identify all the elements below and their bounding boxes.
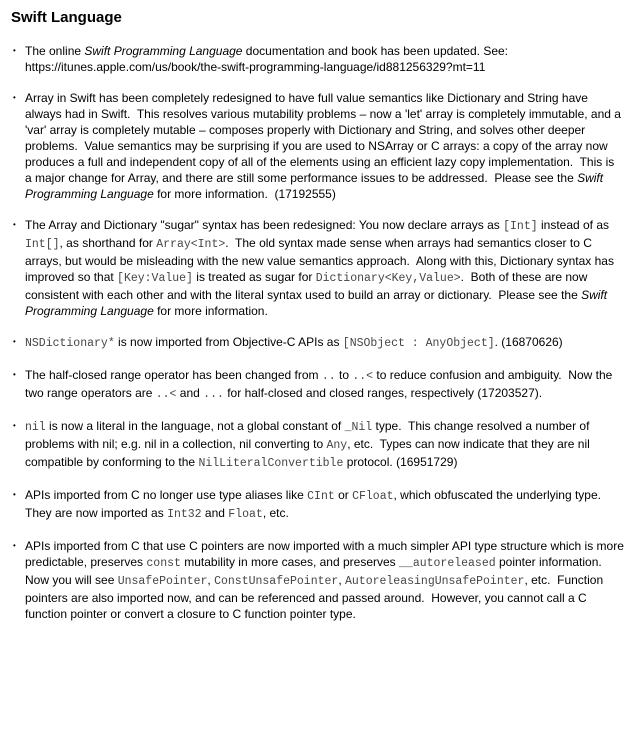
bullet-marker: • — [13, 490, 16, 499]
bullet-text — [25, 335, 563, 349]
code-span: ConstUnsafePointer — [214, 575, 339, 588]
code-span: _Nil — [344, 421, 373, 434]
code-span: NilLiteralConvertible — [198, 457, 344, 470]
bullet-item — [11, 334, 624, 352]
text-span: instead of as — [537, 218, 613, 232]
text-span: or — [334, 488, 353, 502]
text-span: for more information. — [153, 304, 268, 318]
code-span: Float — [228, 508, 263, 521]
code-span: [Key:Value] — [117, 272, 193, 285]
text-span: , etc. — [262, 506, 289, 520]
bullet-text — [25, 368, 616, 400]
bullet-text — [25, 218, 617, 318]
bullet-item — [11, 487, 624, 523]
bullet-item — [11, 90, 624, 202]
code-span: AutoreleasingUnsafePointer — [345, 575, 525, 588]
text-span: to reduce confusion and ambiguity. Now the two range operators are — [25, 368, 616, 400]
bullet-item — [11, 538, 628, 622]
bullet-item — [11, 217, 624, 319]
text-span: to — [335, 368, 353, 382]
page-title: Swift Language — [11, 9, 122, 26]
text-span: protocol. (16951729) — [343, 455, 458, 469]
code-span: Dictionary<Key,Value> — [315, 272, 461, 285]
text-span: The Array and Dictionary "sugar" syntax has been redesigned: You now declare arrays as — [25, 218, 504, 232]
text-span: . (16870626) — [494, 335, 563, 349]
text-span: APIs imported from C no longer use type aliases like — [25, 488, 308, 502]
bullet-text — [25, 419, 593, 469]
text-span: is now a literal in the language, not a global constant of — [45, 419, 345, 433]
text-span: The online — [25, 44, 85, 58]
bullet-marker: • — [13, 337, 16, 346]
code-span: Array<Int> — [156, 238, 226, 251]
code-span: UnsafePointer — [117, 575, 208, 588]
bullet-marker: • — [13, 220, 16, 229]
italic-span: Swift Programming Language — [84, 44, 243, 58]
text-span: , as shorthand for — [59, 236, 157, 250]
bullet-marker: • — [13, 541, 16, 550]
code-span: ... — [203, 388, 224, 401]
release-notes-list — [11, 43, 628, 622]
code-span: [Int] — [503, 220, 538, 233]
text-span: , — [207, 573, 215, 587]
text-span: is now imported from Objective-C APIs as — [114, 335, 343, 349]
bullet-marker: • — [13, 46, 16, 55]
code-span: nil — [25, 421, 46, 434]
text-span: , which obfuscated the underlying type. They are now imported as — [25, 488, 608, 520]
text-span: The half-closed range operator has been changed from — [25, 368, 322, 382]
bullet-marker: • — [13, 421, 16, 430]
bullet-item — [11, 43, 624, 75]
code-span: CFloat — [352, 490, 394, 503]
text-span: . The old syntax made sense when arrays had semantics closer to C arrays, but would be misleading with the new value semantics approach. Along with this, Dictionary syntax has improved so that — [25, 236, 618, 284]
code-span: .. — [321, 370, 336, 383]
bullet-text — [25, 539, 627, 621]
code-span: const — [146, 557, 181, 570]
text-span: for half-closed and closed ranges, respectively (17203527). — [223, 386, 543, 400]
text-span: and — [201, 506, 229, 520]
code-span: ..< — [155, 388, 177, 401]
code-span: Any — [326, 439, 348, 452]
code-span: NSDictionary* — [25, 337, 115, 350]
bullet-marker: • — [13, 370, 16, 379]
text-span: , — [338, 573, 345, 587]
text-span: . Both of these are now consistent with each other and with the literal syntax used to build an array or dictionary. Please see the — [25, 270, 591, 302]
text-span: is treated as sugar for — [192, 270, 316, 284]
code-span: CInt — [307, 490, 335, 503]
bullet-text — [25, 44, 511, 74]
text-span: Array in Swift has been completely redesigned to have full value semantics like Dictionary and String have always had in Swift. This resolves various mutability problems – now a 'let' array is completely immutable, and a 'var' array is completely mutable – composes properly with Dictionary and String, and solves other deeper problems. Value semantics may be surprising if you are used to NSArray or C arrays: a copy of the array now produces a full and independent copy of all of the elements using an efficient lazy copy implementation. This is a major change for Array, and there are still some performance issues to be addressed. Please see the — [25, 91, 625, 185]
bullet-text — [25, 91, 624, 201]
italic-span: Swift Programming Language — [25, 171, 607, 201]
bullet-item — [11, 418, 624, 472]
code-span: Int32 — [167, 508, 202, 521]
text-span: pointer information. Now you will see — [25, 555, 609, 587]
bullet-text — [25, 488, 607, 520]
text-span: documentation and book has been updated. See: https://itunes.apple.com/us/book/the-swift-programming-language/id881256329?mt=11 — [25, 44, 512, 74]
text-span: APIs imported from C that use C pointers are now imported with a much simpler API type structure which is more predictable, preserves — [25, 539, 628, 569]
text-span: , etc. Function pointers are also imported now, and can be referenced and passed around. However, you cannot call a C function pointer or convert a closure to C function pointer type. — [25, 573, 607, 621]
text-span: and — [176, 386, 204, 400]
text-span: type. This change resolved a number of problems with nil; e.g. nil in a collection, nil converting to — [25, 419, 593, 451]
code-span: Int[] — [25, 238, 60, 251]
italic-span: Swift Programming Language — [25, 288, 611, 318]
code-span: __autoreleased — [399, 557, 496, 570]
text-span: mutability in more cases, and preserves — [180, 555, 400, 569]
bullet-marker: • — [13, 93, 16, 102]
code-span: ..< — [352, 370, 374, 383]
text-span: , etc. Types can now indicate that they are nil compatible by conforming to the — [25, 437, 594, 469]
bullet-item — [11, 367, 624, 403]
code-span: [NSObject : AnyObject] — [342, 337, 495, 350]
text-span: for more information. (17192555) — [153, 187, 336, 201]
